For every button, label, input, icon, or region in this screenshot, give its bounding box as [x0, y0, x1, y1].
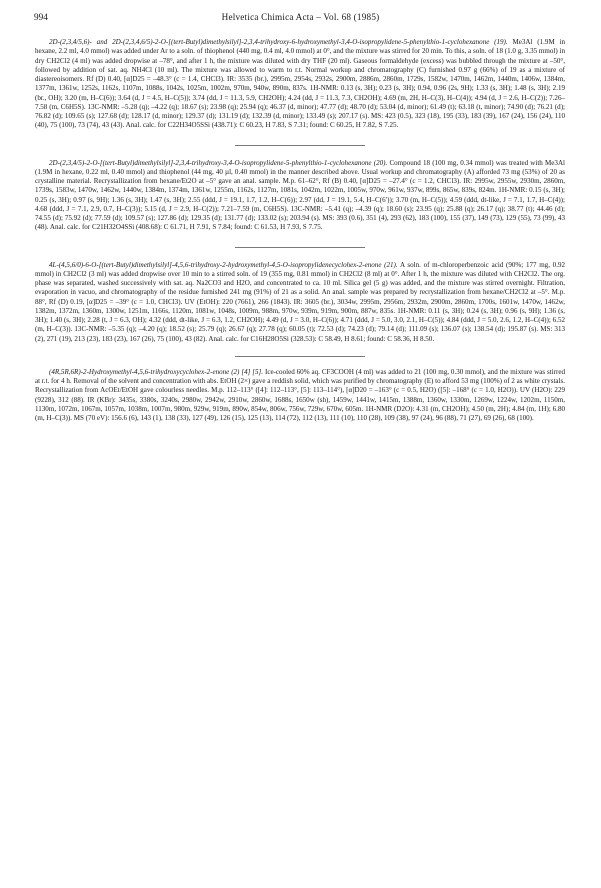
- paragraph-text: Ice-cooled 60% aq. CF3COOH (4 ml) was added to 21 (100 mg, 0.30 mmol), and the mixture was stirred at r.t. for 4 h. Removal of the solvent and concentration with abs. EtOH (2×) gave a reddish solid, which was purified by chromatography (E) to afford 53 mg (100%) of 2 as white crystals. Recrystallization from AcOEt/EtOH gave colourless needles. M.p. 112–113° ([4]: 112–113°, [5]: 113–114°), [α]D20 = –163° (c = 0.5, H2O) ([5]: –168° (c = 1.0, H2O)). UV (H2O): 229 (9228), 312 (88). IR (KBr): 3435s, 3380s, 3240s, 2980w, 2942w, 2910w, 2860w, 1688s, 1650w (sh), 1459w, 1441w, 1415m, 1388m, 1360w, 1330m, 1269w, 1224w, 1202m, 1150m, 1130m, 1072m, 1067m, 1057m, 1038m, 1007m, 980m, 929w, 919m, 890w, 854w, 806w, 756w, 729w, 670w, 605m. 1H-NMR (D2O): 4.31 (m, CH2OH); 4.50 (m, 2H); 4.84 (m, 1H); 6.80 (m, H–C(3)). MS (70 eV): 156.6 (6), 143 (1), 138 (33), 127 (49), 126 (15), 125 (13), 114 (72), 112 (13), 111 (10), 110 (28), 109 (38), 97 (24), 96 (88), 71 (27), 69 (26), 68 (100).: [35, 367, 566, 422]
- section-divider: [235, 145, 365, 146]
- experimental-paragraph: [35, 38, 565, 131]
- experimental-paragraph: [35, 261, 565, 344]
- experimental-paragraph: [35, 159, 565, 233]
- page-header: [34, 11, 567, 23]
- paragraph-text: A soln. of m-chloroperbenzoic acid (90%; 177 mg, 0.92 mmol) in CH2Cl2 (3 ml) was added dropwise over 10 min to a stirred soln. of 19 (355 mg, 0.81 mmol) in CH2Cl2 (8 ml) at 0°. After 1 h, the mixture was diluted with CH2Cl2. The org. phase was separated, washed successively with sat. aq. Na2CO3 and H2O, and concentrated to ca. 10 ml. Silica gel (5 g) was added, and the mixture was stirred overnight. Filtration, evaporation in vacuo, and chromatography of the residue furnished 241 mg (91%) of 21 as a solid. An anal. sample was prepared by recrystallization from hexane/CH2Cl2 at –5°. M.p. 88°, Rf (D) 0.19, [α]D25 = –39° (c = 1.0, CHCl3). UV (EtOH): 220 (7661), 266 (1843). IR: 3605 (br.), 3034w, 2995m, 2956m, 2932m, 2900m, 2860m, 1700s, 1601w, 1470w, 1462w, 1382m, 1372m, 1360m, 1300w, 1251m, 1166s, 1120m, 1081w, 1048s, 1009m, 988m, 970w, 939m, 919m, 900m, 887w, 835s. 1H-NMR: 0.11 (s, 3H); 0.24 (s, 3H); 0.96 (s, 9H); 1.36 (s, 3H); 1.40 (s, 3H); 2.28 (t, J = 6.3, OH); 4.32 (ddd, dt-like, J = 6.3, 1.2, CH2OH); 4.49 (d, J = 3.0, H–C(6)); 4.71 (ddd, J = 5.0, 3.0, 2.1, H–C(5)); 4.84 (ddd, J = 5.0, 2.6, 1.2, H–C(4)); 6.52 (m, H–C(3)). 13C-NMR: –5.35 (q); –4.20 (q); 18.52 (s); 25.79 (q); 26.67 (q); 27.78 (q); 60.05 (t); 72.53 (d); 74.23 (d); 79.14 (d); 111.09 (s); 136.07 (s); 138.54 (d); 195.87 (s). MS: 313 (2), 271 (19), 213 (23), 183 (23), 167 (26), 75 (100), 43 (82). Anal. calc. for C16H28O5Si (328.53): C 58.49, H 8.61; found: C 58.36, H 8.50.: [35, 260, 565, 343]
- compound-heading: 4L-(4,5,6/0)-6-O-[(tert-Butyl)dimethylsilyl]-4,5,6-trihydroxy-2-hydroxymethyl-4,5-O-isopropylidenecyclohex-2-enone (21).: [49, 260, 398, 269]
- paragraph-text: Me3Al (1.9M in hexane, 2.2 ml, 4.0 mmol) was added under Ar to a soln. of thiophenol (440 mg, 0.4 ml, 4.0 mmol) at 0°, and the mixture was stirred for 20 min. To this, a soln. of 18 (1.0 g, 3.35 mmol) in dry CH2Cl2 (4 ml) was added dropwise at –78°, and after 1 h, the mixture was diluted with dry THF (20 ml). Gaseous formaldehyde (excess) was bubbled through the mixture at –50°, followed by addition of sat. aq. NH4Cl (10 ml). The mixture was allowed to warm to r.t. Normal workup and chromatography (C) furnished 0.97 g (66%) of 19 as a mixture of diastereoisomers. Rf (D) 0.40, [α]D25 = –48.3° (c = 1.4, CHCl3). IR: 3535 (br.), 2995m, 2954s, 2932s, 2900m, 2886m, 2860m, 1729s, 1582w, 1470m, 1462m, 1440m, 1406w, 1384m, 1377m, 1361w, 1252s, 1162s, 1107m, 1088s, 1042s, 1025m, 1002m, 970m, 940w, 890m, 837s. 1H-NMR: 0.13 (s, 3H); 0.23 (s, 3H); 0.94, 0.96 (2s, 9H); 1.33 (s, 3H); 1.48 (s, 3H); 2.19 (br., OH); 3.20 (m, H–C(6)); 3.64 (d, J = 4.5, H–C(5)); 3.74 (dd, J = 11.3, 5.9, CH2OH); 4.24 (dd, J = 11.3, 7.3, CH2OH); 4.69 (m, 2H, H–C(3), H–C(4)); 4.94 (d, J = 2.6, H–C(2)); 7.26–7.58 (m, C6H5S). 13C-NMR: –5.28 (q); –4.22 (q); 18.67 (s); 23.98 (q); 25.94 (q); 46.37 (d, minor); 47.77 (d); 48.70 (d); 53.04 (d, minor); 61.49 (t); 63.18 (t, minor); 74.90 (d); 76.21 (d); 76.82 (d); 109.65 (s); 127.68 (d); 128.17 (d, minor); 129.37 (d); 131.19 (d); 132.39 (d, minor); 133.49 (s); 207.17 (s). MS: 423 (0.5), 323 (18), 195 (33), 183 (39), 167 (24), 156 (24), 110 (40), 75 (100), 73 (74), 43 (43). Anal. calc. for C22H34O5SSi (438.71): C 60.23, H 7.83, S 7.31; found: C 60.25, H 7.82, S 7.25.: [35, 38, 566, 130]
- section-divider: [235, 247, 365, 248]
- compound-heading: (4R,5R,6R)-2-Hydroxymethyl-4,5,6-trihydroxycyclohex-2-enone (2) [4] [5].: [49, 367, 264, 376]
- experimental-paragraph: [35, 368, 565, 424]
- compound-heading: 2D-(2,3,4/5,6)- and 2D-(2,3,4,6/5)-2-O-[(tert-Butyl)dimethylsilyl]-2,3,4-trihydroxy-6-hydroxymethyl-3,4-O-isopropylidene-5-phenylthio-1-cyclohexanone (19).: [49, 38, 508, 46]
- page-number: 994: [34, 12, 48, 22]
- running-title: Helvetica Chimica Acta – Vol. 68 (1985): [221, 12, 380, 22]
- paragraph-text: Compound 18 (100 mg, 0.34 mmol) was treated with Me3Al (1.9M in hexane, 0.22 ml, 0.40 mmol) and thiophenol (44 mg, 40 µl, 0.40 mmol) in the manner described above. Usual workup and chromatography (A) afforded 73 mg (53%) of 20 as crystalline material. Recrystallization from hexane/Et2O at –5° gave an anal. sample. M.p. 61–62°, Rf (B) 0.40, [α]D25 = –27.4° (c = 1.2, CHCl3). IR: 2995w, 2955w, 2930m, 2860m, 1739s, 1583w, 1470w, 1462w, 1440w, 1384m, 1374m, 1361w, 1255m, 1162s, 1127m, 1081s, 1042m, 1022m, 1005w, 970w, 961w, 937w, 899s, 865w, 839s, 824m. 1H-NMR: 0.15 (s, 3H); 0.25 (s, 3H); 0.97 (s, 9H); 1.36 (s, 3H); 1.47 (s, 3H); 2.55 (ddd, J = 19.1, 1.7, 1.2, H–C(6)); 2.97 (dd, J = 19.1, 5.4, H–C(6′)); 3.70 (m, H–C(5)); 4.59 (ddd, dt-like, J = 7.1, 1.7, H–C(4)); 4.68 (ddd, J = 7.1, 2.9, 0.7, H–C(3)); 5.15 (d, J = 2.9, H–C(2)); 7.21–7.59 (m, C6H5S). 13C-NMR: –5.41 (q); –4.39 (q); 18.60 (s); 23.95 (q); 25.88 (q); 26.17 (q); 38.77 (t); 44.46 (d); 74.55 (d); 75.92 (d); 77.59 (d); 109.57 (s); 127.86 (d); 129.35 (d); 131.77 (d); 133.02 (s); 203.94 (s). MS: 393 (0.6), 351 (4), 293 (62), 183 (100), 155 (37), 149 (73), 129 (55), 73 (99), 43 (48). Anal. calc. for C21H32O4SSi (408.68): C 61.71, H 7.91, S 7.84; found: C 61.53, H 7.93, S 7.75.: [35, 158, 565, 232]
- compound-heading: 2D-(2,3,4/5)-2-O-[(tert-Butyl)dimethylsilyl]-2,3,4-trihydroxy-3,4-O-isopropylidene-5-phenylthio-1-cyclohexanone (20).: [49, 158, 388, 167]
- article-body: [35, 38, 565, 423]
- section-divider: [235, 356, 365, 357]
